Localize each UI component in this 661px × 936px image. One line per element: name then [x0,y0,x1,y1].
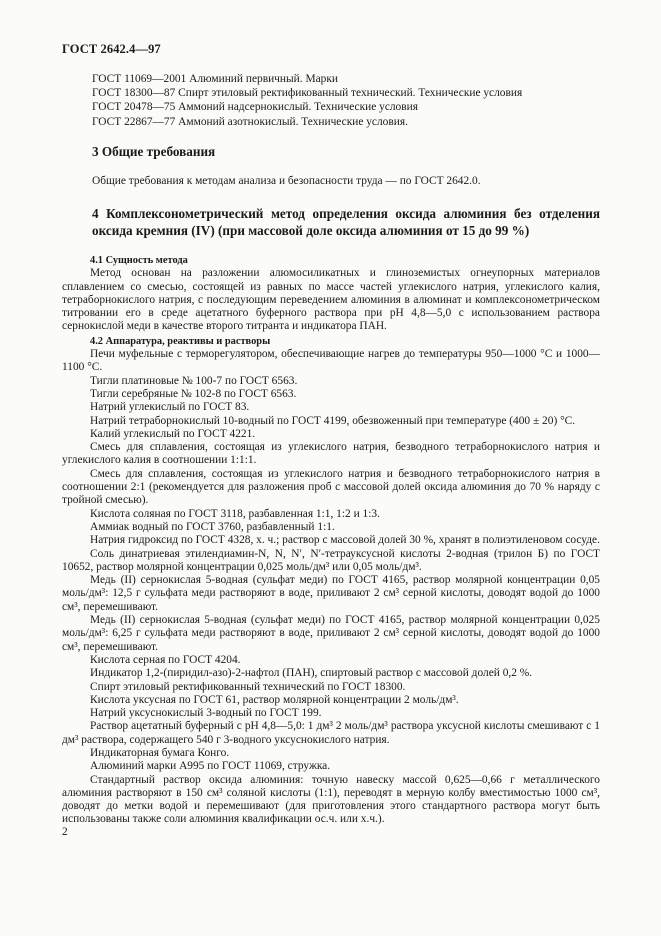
paragraph: Соль динатриевая этилендиамин-N, N, N′, N′-тетрауксусной кислоты 2-водная (трилон Б) по ГОСТ 10652, раствор молярной концентрации 0,025 моль/дм³ или 0,05 моль/дм³. [62,547,600,573]
paragraph: Аммиак водный по ГОСТ 3760, разбавленный 1:1. [90,520,335,533]
paragraph: Натрия гидроксид по ГОСТ 4328, х. ч.; раствор с массовой долей 30 %, хранят в полиэтиленовом сосуде. [90,534,600,547]
reference-item: ГОСТ 11069—2001 Алюминий первичный. Марки [92,73,338,85]
paragraph: Кислота соляная по ГОСТ 3118, разбавленная 1:1, 1:2 и 1:3. [90,507,380,520]
reference-list [92,72,522,129]
paragraph: Печи муфельные с терморегулятором, обеспечивающие нагрев до температуры 950—1000 °С и 1000—1100 °С. [62,348,600,374]
paragraph: Кислота серная по ГОСТ 4204. [90,653,241,666]
page-number: 2 [62,826,68,838]
reference-item: ГОСТ 18300—87 Спирт этиловый ректификованный технический. Технические условия [92,87,523,100]
paragraph: Стандартный раствор оксида алюминия: точную навеску массой 0,625—0,66 г металлического алюминия растворяют в 150 см³ соляной кислоты (1:1), переводят в мерную колбу вместимостью 1000 см³, доводят до метки водой и перемешивают (для приготовления этого стандартного раствора могут быть использованы также соли алюминия квалификации ос.ч. или х.ч.). [62,773,600,826]
paragraph: Смесь для сплавления, состоящая из углекислого натрия и безводного тетраборнокислого натрия в соотношении 2:1 (рекомендуется для разложения проб с массовой долей оксида алюминия до 70 % наряду с тройной смесью). [62,467,600,507]
section-4-heading: 4 Комплексонометрический метод определения оксида алюминия без отделения оксида кремния (IV) (при массовой доле оксида алюминия от 15 до 99 %) [92,206,600,238]
paragraph: Калий углекислый по ГОСТ 4221. [90,427,256,440]
paragraph: Кислота уксусная по ГОСТ 61, раствор молярной концентрации 2 моль/дм³. [90,693,459,706]
paragraph: Тигли серебряные № 102-8 по ГОСТ 6563. [90,387,297,400]
paragraph: Раствор ацетатный буферный с pH 4,8—5,0: 1 дм³ 2 моль/дм³ раствора уксусной кислоты смешивают с 1 дм³ раствора, содержащего 540 г 3-водного уксуснокислого натрия. [62,720,600,746]
paragraph: Медь (II) сернокислая 5-водная (сульфат меди) по ГОСТ 4165, раствор молярной концентрации 0,05 моль/дм³: 12,5 г сульфата меди растворяют в воде, приливают 2 см³ серной кислоты, доводят водой до 1000 см³, перемешивают. [62,574,600,613]
paragraph: Метод основан на разложении алюмосиликатных и глиноземистых огнеупорных материалов сплавлением со смесью, состоящей из равных по массе частей углекислого натрия, углекислого калия, тетраборнокислого натрия, с последующим переведением алюминия в алюминат и комплексонометрическом титровании его в среде ацетатного буферного раствора при pH 4,8—5,0 с использованием раствора сернокислой меди в качестве второго титранта и индикатора ПАН. [62,267,600,333]
paragraph: Индикатор 1,2-(пиридил-азо)-2-нафтол (ПАН), спиртовый раствор с массовой долей 0,2 %. [90,667,533,680]
section-3-heading: 3 Общие требования [92,144,216,159]
paragraph: Индикаторная бумага Конго. [90,746,230,759]
page-header: ГОСТ 2642.4—97 [62,42,161,56]
paragraph: Натрий уксуснокислый 3-водный по ГОСТ 199. [90,707,322,720]
paragraph: Натрий углекислый по ГОСТ 83. [90,401,250,414]
reference-item: ГОСТ 22867—77 Аммоний азотнокислый. Технические условия. [92,115,408,128]
subsection-heading: 4.2 Аппаратура, реактивы и растворы [90,335,271,347]
paragraph: Тигли платиновые № 100-7 по ГОСТ 6563. [90,374,298,387]
reference-item: ГОСТ 20478—75 Аммоний надсернокислый. Технические условия [92,101,418,114]
paragraph: Медь (II) сернокислая 5-водная (сульфат меди) по ГОСТ 4165, раствор молярной концентрации 0,025 моль/дм³: 6,25 г сульфата меди растворяют в воде, приливают 2 см³ серной кислоты, доводят водой до 1000 см³, перемешивают. [62,614,600,653]
paragraph: Алюминий марки А995 по ГОСТ 11069, стружка. [90,760,331,773]
paragraph: Смесь для сплавления, состоящая из углекислого натрия, безводного тетраборнокислого натрия и углекислого калия в соотношении 1:1:1. [62,441,600,467]
section-3-text: Общие требования к методам анализа и безопасности труда — по ГОСТ 2642.0. [92,175,481,187]
paragraph: Натрий тетраборнокислый 10-водный по ГОСТ 4199, обезвоженный при температуре (400 ± 20) °С. [90,414,576,427]
section-4-body [62,253,600,827]
paragraph: Спирт этиловый ректификованный технический по ГОСТ 18300. [90,680,406,693]
subsection-heading: 4.1 Сущность метода [90,255,188,266]
